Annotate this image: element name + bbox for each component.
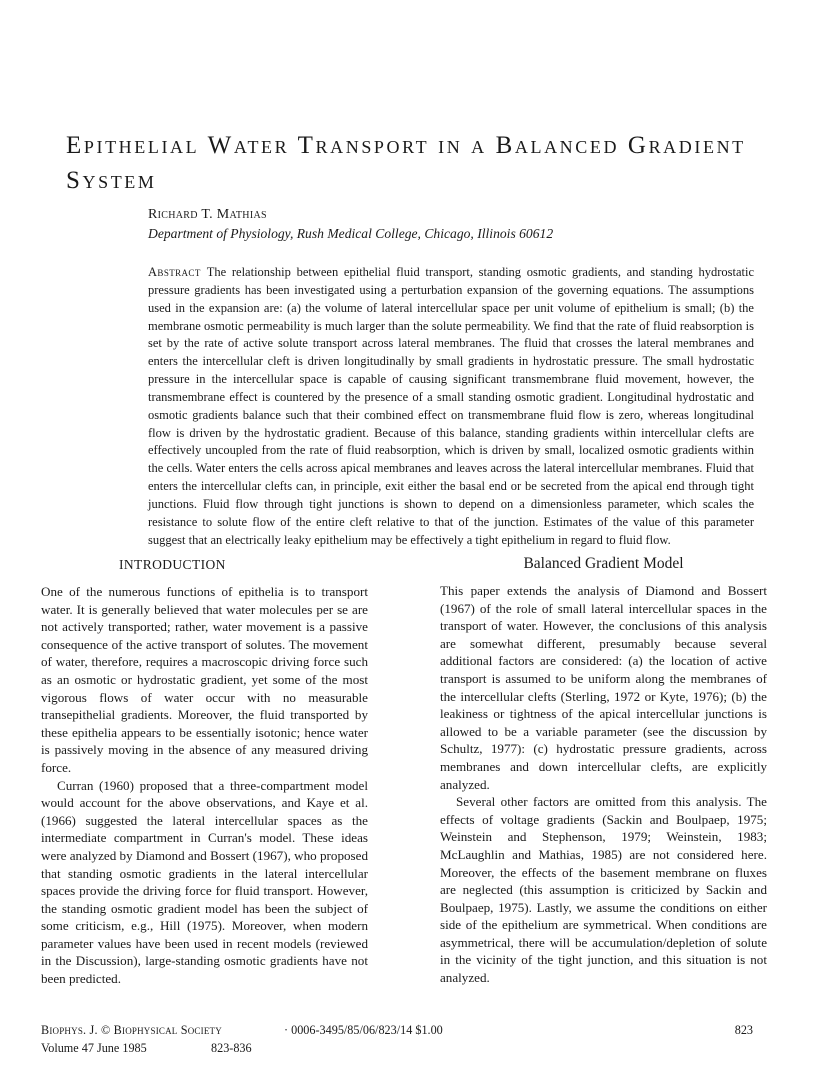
abstract-label: Abstract [148,265,201,279]
volume-info: Volume 47 June 1985 [41,1041,147,1055]
balanced-paragraph-2: Several other factors are omitted from this analysis. The effects of voltage gradients (Sackin and Boulpaep, 1975; Weinstein and Stephenson, 1979; Weinstein, 1983; McLaughlin and Mathias, 1985) are not considered here. Moreover, the effects of the basement membrane on fluxes are neglected (this assumption is criticized by Sackin and Boulpaep, 1975). Lastly, we assume the conditions on either side of the epithelium are symmetrical. When conditions are asymmetrical, there will be accumulation/depletion of solute in the vicinity of the tight junction, and this situation is not analyzed. [440,794,767,986]
page-range: 823-836 [211,1041,252,1055]
author-name: Richard T. Mathias [148,207,267,222]
article-title: Epithelial Water Transport in a Balanced Gradient System [66,132,746,194]
intro-paragraph-1: One of the numerous functions of epithelia is to transport water. It is generally believed that water molecules per se are not actively transported; rather, water movement is a passive consequence of the active transport of solutes. The movement of water, therefore, requires a macroscopic driving force such as an osmotic or hydrostatic gradient, yet some of the most vigorous flows of water occur with no measurable transepithelial gradients. Moreover, the fluid transported by these epithelia appears to be essentially isotonic; hence water is passively moving in the absence of any measured driving force. [41,584,368,775]
issn-code: · 0006-3495/85/06/823/14 $1.00 [284,1023,443,1037]
balanced-paragraph-1: This paper extends the analysis of Diamond and Bossert (1967) of the role of small lateral intercellular spaces in the transport of water. However, the conclusions of this analysis are somewhat different, presumably because several additional factors are considered: (a) the location of active transport is assumed to be uniform along the membranes of the intercellular clefts (Sterling, 1972 or Kyte, 1976); (b) the leakiness or tightness of the apical intercellular junctions is allowed to be a variable parameter (see the discussion by Schultz, 1977): (c) hydrostatic pressure gradients, across membranes and down intercellular clefts, are explicitly analyzed. [440,583,767,792]
balanced-gradient-heading: Balanced Gradient Model [523,555,684,572]
page-number: 823 [734,1023,753,1037]
abstract [148,264,754,550]
author-affiliation: Department of Physiology, Rush Medical College, Chicago, Illinois 60612 [148,226,554,241]
journal-citation: Biophys. J. © Biophysical Society [41,1023,222,1037]
intro-paragraph-2: Curran (1960) proposed that a three-compartment model would account for the above observations, and Kaye et al. (1966) suggested the lateral intercellular spaces as the intermediate compartment in Curran's model. These ideas were analyzed by Diamond and Bossert (1967), who proposed that standing osmotic gradients in the lateral intercellular spaces provide the driving force for fluid transport. However, the standing osmotic gradient model has been the subject of some criticism, e.g., Hill (1975). Moreover, when modern parameter values have been used in recent models (reviewed in the Discussion), large-standing osmotic gradients have not been predicted. [41,777,368,987]
right-column [440,556,767,987]
left-column [41,556,368,988]
introduction-heading: INTRODUCTION [119,557,226,572]
abstract-text: The relationship between epithelial fluid transport, standing osmotic gradients, and standing hydrostatic pressure gradients has been investigated using a perturbation expansion of the governing equations. The assumptions used in the expansion are: (a) the volume of lateral intercellular space per unit volume of epithelium is small; (b) the membrane osmotic permeability is much larger than the solute permeability. We find that the rate of fluid reabsorption is set by the rate of active solute transport across lateral membranes. The fluid that crosses the lateral membranes and enters the intercellular cleft is driven longitudinally by small gradients in hydrostatic pressure. The small hydrostatic pressure in the intercellular space is capable of causing significant transmembrane fluid movement, however, the transmembrane effect is countered by the presence of a small standing osmotic gradient. Longitudinal hydrostatic and osmotic gradients balance such that their combined effect on transmembrane fluid flow is zero, whereas longitudinal flow is driven by the hydrostatic gradient. Because of this balance, standing gradients within intercellular clefts are effectively uncoupled from the rate of fluid reabsorption, which is driven by small, localized osmotic gradients within the cells. Water enters the cells across apical membranes and leaves across the lateral intercellular membranes. Fluid that enters the intercellular clefts can, in principle, exit either the basal end or be secreted from the apical end through tight junctions. Fluid flow through tight junctions is shown to depend on a dimensionless parameter, which scales the resistance to solute flow of the entire cleft relative to that of the junction. Estimates of the value of this parameter suggest that an electrically leaky epithelium may be effectively a tight epithelium in regard to fluid flow. [148,265,754,547]
